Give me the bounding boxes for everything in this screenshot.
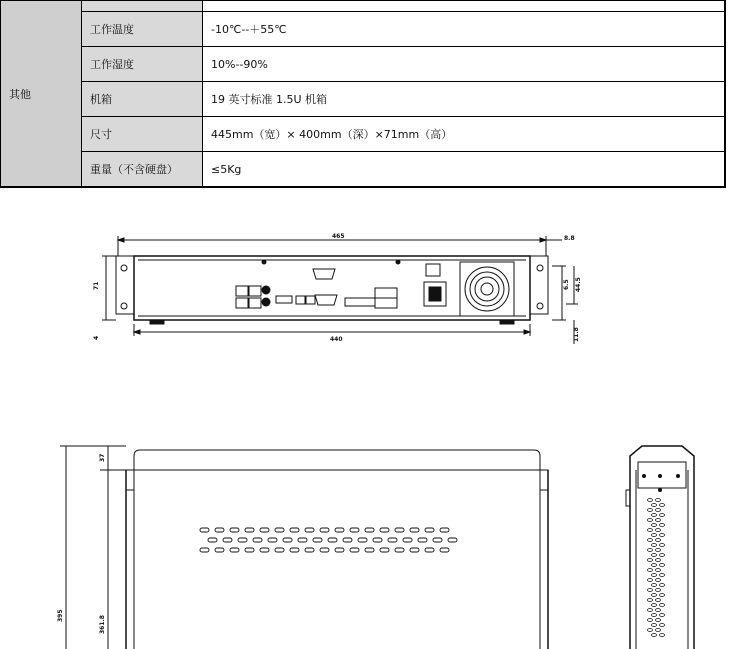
vent-slot	[200, 548, 209, 552]
side-vent-hole	[660, 574, 665, 577]
side-vent-hole	[652, 544, 657, 547]
side-vent-hole	[652, 624, 657, 627]
vent-slot	[395, 548, 404, 552]
spec-value: 19 英寸标准 1.5U 机箱	[203, 82, 726, 117]
spec-key: 重量（不含硬盘）	[82, 152, 203, 188]
dim-ear: 8.8	[564, 235, 575, 242]
vent-slot	[380, 548, 389, 552]
side-vent-hole	[652, 574, 657, 577]
vent-slot	[208, 538, 217, 542]
side-vent-hole	[660, 534, 665, 537]
side-vent-hole	[648, 569, 653, 572]
vent-slot	[320, 548, 329, 552]
vent-slot	[260, 528, 269, 532]
side-vent-hole	[656, 619, 661, 622]
vent-slot	[253, 538, 262, 542]
vent-slot	[275, 528, 284, 532]
dim-top-offset: 37	[99, 453, 106, 462]
spec-value: ≤5Kg	[203, 152, 726, 188]
vent-slot	[290, 548, 299, 552]
vent-pattern	[200, 528, 457, 552]
side-vent-hole	[656, 549, 661, 552]
side-vent-hole	[648, 599, 653, 602]
dim-right-b: 44.5	[575, 277, 582, 292]
vent-slot	[440, 528, 449, 532]
vent-slot	[215, 548, 224, 552]
dim-left-small: 4	[93, 335, 100, 340]
side-vent-hole	[648, 629, 653, 632]
spec-key: 工作湿度	[82, 47, 203, 82]
top-view-dimension-labels	[57, 454, 106, 634]
vent-slot	[275, 548, 284, 552]
vent-slot	[268, 538, 277, 542]
dim-right-c: 11.8	[573, 327, 580, 342]
side-vent-hole	[648, 589, 653, 592]
vent-slot	[328, 538, 337, 542]
side-vent-hole	[648, 619, 653, 622]
side-vent-hole	[652, 604, 657, 607]
side-vent-hole	[648, 559, 653, 562]
side-vent-hole	[652, 524, 657, 527]
vent-slot	[350, 528, 359, 532]
side-vent-hole	[660, 624, 665, 627]
side-vent-hole	[660, 514, 665, 517]
side-vent-hole	[660, 554, 665, 557]
side-vent-hole	[652, 564, 657, 567]
front-view-drawing	[102, 236, 578, 344]
vent-slot	[215, 528, 224, 532]
vent-slot	[200, 528, 209, 532]
vent-slot	[245, 548, 254, 552]
side-vent-hole	[656, 529, 661, 532]
spec-key: 机箱	[82, 82, 203, 117]
category-cell: 其他	[1, 1, 82, 188]
side-vent-hole	[656, 509, 661, 512]
vent-slot	[425, 528, 434, 532]
side-vent-hole	[660, 594, 665, 597]
vent-slot	[335, 528, 344, 532]
side-vent-hole	[652, 594, 657, 597]
dim-height: 71	[93, 281, 100, 290]
vent-slot	[320, 528, 329, 532]
side-vent-hole	[652, 634, 657, 637]
vent-slot	[350, 548, 359, 552]
side-vent-hole	[660, 614, 665, 617]
vent-slot	[313, 538, 322, 542]
side-vent-hole	[648, 529, 653, 532]
side-vent-hole	[660, 544, 665, 547]
vent-slot	[298, 538, 307, 542]
side-vent-hole	[660, 584, 665, 587]
side-vent-hole	[656, 589, 661, 592]
vent-slot	[223, 538, 232, 542]
vent-slot	[335, 548, 344, 552]
side-vent-hole	[660, 524, 665, 527]
side-vent-hole	[648, 509, 653, 512]
side-vent-hole	[652, 584, 657, 587]
side-vent-hole	[656, 559, 661, 562]
vent-slot	[230, 548, 239, 552]
vent-slot	[388, 538, 397, 542]
dim-inner-width: 440	[330, 336, 343, 343]
vent-slot	[358, 538, 367, 542]
vent-slot	[245, 528, 254, 532]
side-vent-hole	[660, 604, 665, 607]
vent-slot	[283, 538, 292, 542]
side-vent-hole	[652, 534, 657, 537]
vent-slot	[290, 528, 299, 532]
side-vent-hole	[656, 569, 661, 572]
vent-slot	[380, 528, 389, 532]
vent-slot	[365, 548, 374, 552]
side-vent-hole	[656, 629, 661, 632]
top-view-drawing	[60, 446, 548, 649]
vent-slot	[238, 538, 247, 542]
vent-slot	[395, 528, 404, 532]
vent-slot	[410, 548, 419, 552]
side-vent-hole	[656, 579, 661, 582]
side-vent-hole	[648, 539, 653, 542]
side-vent-hole	[648, 609, 653, 612]
spec-value: 445mm（宽）× 400mm（深）×71mm（高）	[203, 117, 726, 152]
vent-slot	[448, 538, 457, 542]
dim-depth: 395	[57, 609, 64, 622]
vent-slot	[230, 528, 239, 532]
dim-depth-partial: 361.8	[99, 615, 106, 634]
dim-right-a: 6.5	[563, 279, 570, 290]
dim-total-width: 465	[332, 233, 345, 240]
side-vent-hole	[652, 554, 657, 557]
vent-slot	[410, 528, 419, 532]
vent-slot	[305, 548, 314, 552]
side-vent-hole	[652, 514, 657, 517]
side-vent-hole	[648, 519, 653, 522]
side-vent-hole	[656, 609, 661, 612]
spec-value: 10%--90%	[203, 47, 726, 82]
spec-key: 工作温度	[82, 12, 203, 47]
side-vent-hole	[660, 634, 665, 637]
vent-slot	[343, 538, 352, 542]
side-vent-hole	[656, 539, 661, 542]
vent-slot	[403, 538, 412, 542]
side-vent-hole	[648, 499, 653, 502]
side-vent-hole	[656, 519, 661, 522]
vent-slot	[440, 548, 449, 552]
side-vent-pattern	[648, 499, 665, 637]
vent-slot	[418, 538, 427, 542]
side-vent-hole	[660, 504, 665, 507]
vent-slot	[365, 528, 374, 532]
vent-slot	[260, 548, 269, 552]
side-vent-hole	[652, 504, 657, 507]
vent-slot	[305, 528, 314, 532]
side-vent-hole	[648, 579, 653, 582]
vent-slot	[425, 548, 434, 552]
spec-value: -10℃--＋55℃	[203, 12, 726, 47]
spec-key: 尺寸	[82, 117, 203, 152]
vent-slot	[373, 538, 382, 542]
vent-slot	[433, 538, 442, 542]
side-vent-hole	[660, 564, 665, 567]
side-vent-hole	[656, 599, 661, 602]
side-vent-hole	[652, 614, 657, 617]
side-vent-hole	[656, 499, 661, 502]
side-vent-hole	[648, 549, 653, 552]
